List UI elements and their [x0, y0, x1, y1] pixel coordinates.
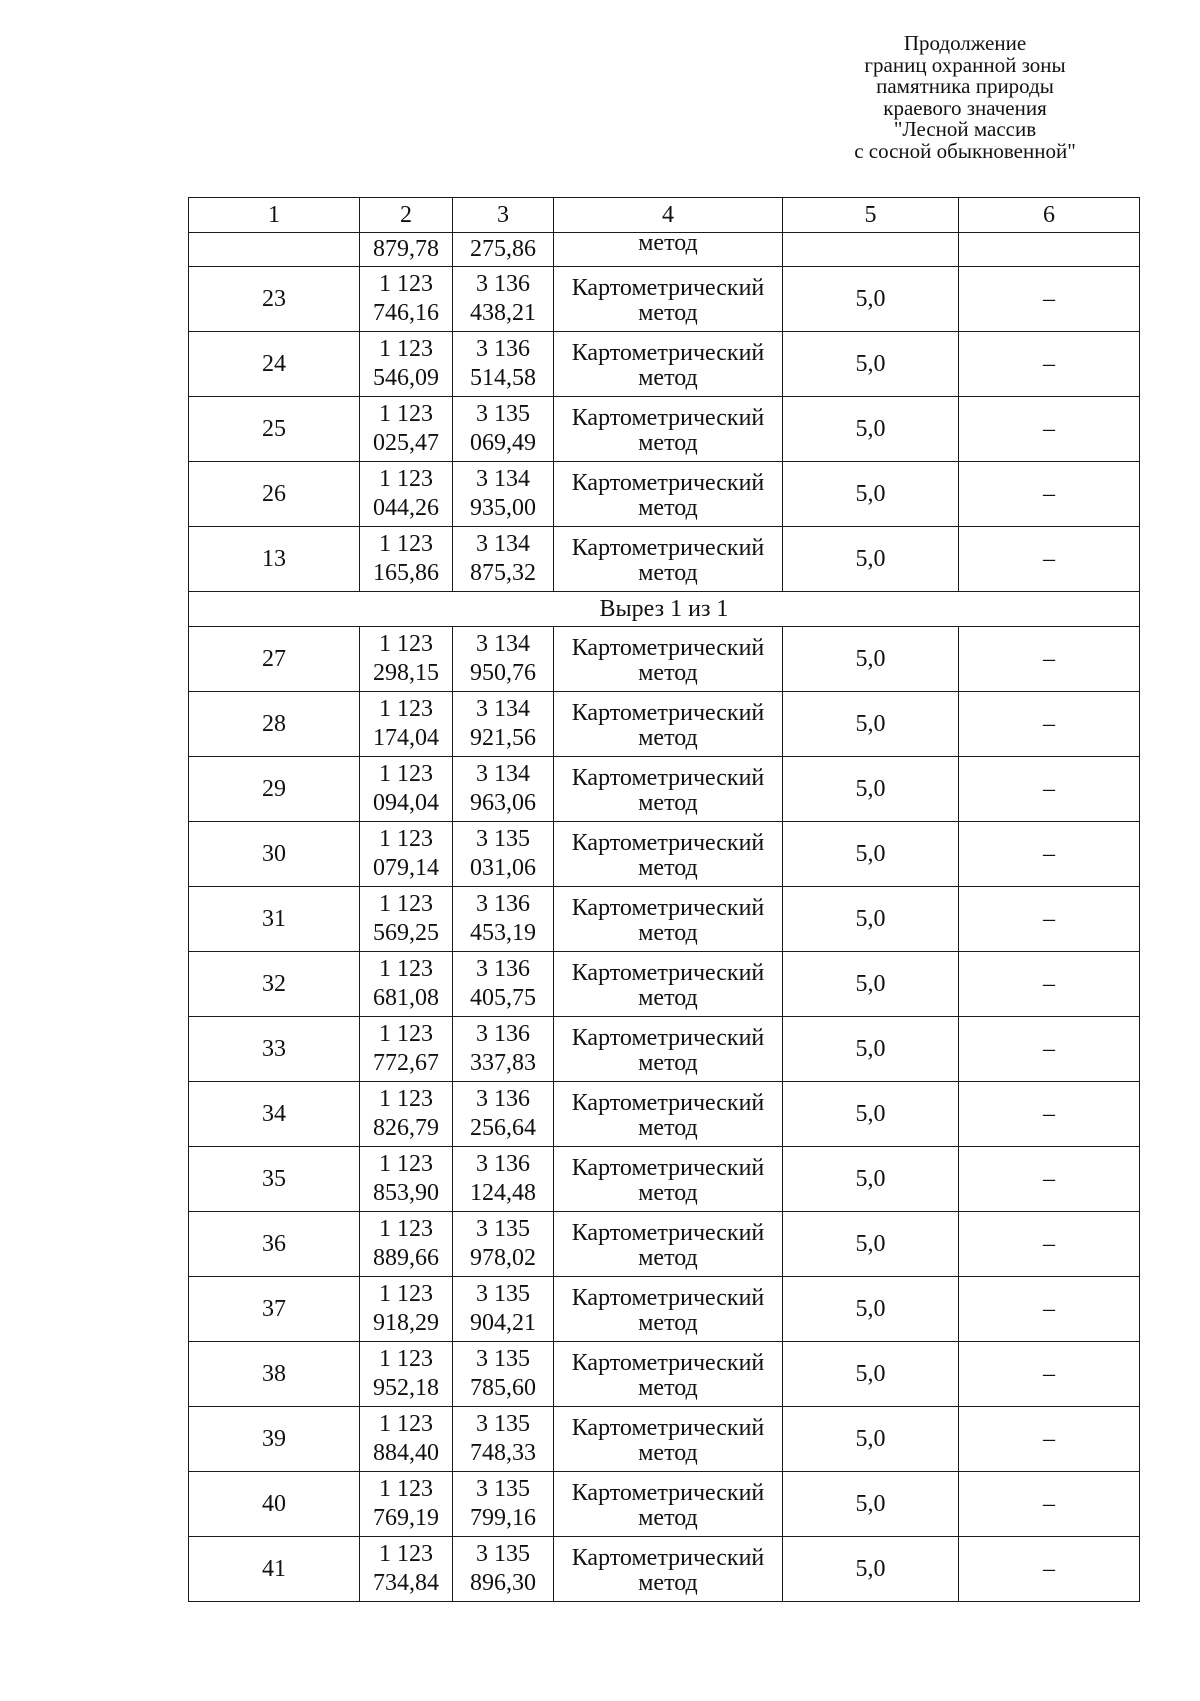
point-number-cell: 27 [189, 627, 360, 692]
method-text: Картометрический [571, 340, 765, 366]
x-coordinate-cell [360, 1082, 453, 1147]
method-text: метод [638, 300, 698, 326]
method-text: Картометрический [571, 405, 765, 431]
point-number-cell: 32 [189, 952, 360, 1017]
y-coordinate-cell [453, 267, 554, 332]
x-coordinate-part: 853,90 [373, 1180, 439, 1206]
note-cell: – [959, 1147, 1140, 1212]
x-coordinate-cell [360, 952, 453, 1017]
accuracy-cell: 5,0 [783, 397, 959, 462]
x-coordinate-cell [360, 332, 453, 397]
accuracy-cell: 5,0 [783, 1472, 959, 1537]
x-coordinate-part: 734,84 [373, 1570, 439, 1596]
y-coordinate-part: 3 134 [476, 531, 530, 557]
y-coordinate-cell [453, 887, 554, 952]
method-cell [554, 1017, 783, 1082]
y-coordinate-part: 3 134 [476, 696, 530, 722]
table-row [189, 822, 1140, 887]
point-number-cell: 23 [189, 267, 360, 332]
note-cell: – [959, 1537, 1140, 1602]
column-header: 3 [453, 198, 554, 233]
x-coordinate-part: 826,79 [373, 1115, 439, 1141]
y-coordinate-cell [453, 1342, 554, 1407]
method-text: метод [638, 495, 698, 521]
method-cell [554, 462, 783, 527]
accuracy-cell: 5,0 [783, 1342, 959, 1407]
y-coordinate-cell [453, 1212, 554, 1277]
x-coordinate-part: 1 123 [379, 1021, 433, 1047]
x-coordinate-part: 1 123 [379, 1281, 433, 1307]
document-heading [790, 33, 1140, 162]
y-coordinate-part: 904,21 [470, 1310, 536, 1336]
table-row [189, 692, 1140, 757]
table-row [189, 952, 1140, 1017]
y-coordinate-part: 3 135 [476, 1216, 530, 1242]
x-coordinate-part: 681,08 [373, 985, 439, 1011]
point-number-cell: 38 [189, 1342, 360, 1407]
y-coordinate-part: 3 135 [476, 1346, 530, 1372]
method-text: Картометрический [571, 1545, 765, 1571]
method-text: Картометрический [571, 635, 765, 661]
method-text: метод [638, 1440, 698, 1466]
x-coordinate-part: 1 123 [379, 336, 433, 362]
table-row [189, 1017, 1140, 1082]
accuracy-cell: 5,0 [783, 627, 959, 692]
y-coordinate-part: 785,60 [470, 1375, 536, 1401]
method-text: метод [638, 1505, 698, 1531]
method-cell [554, 1212, 783, 1277]
x-coordinate-part: 569,25 [373, 920, 439, 946]
note-cell: – [959, 1017, 1140, 1082]
x-coordinate-cell [360, 692, 453, 757]
continuation-row [189, 233, 1140, 267]
y-coordinate-part: 3 134 [476, 631, 530, 657]
heading-line: краевого значения [883, 95, 1047, 120]
accuracy-cell: 5,0 [783, 1212, 959, 1277]
method-cell [554, 952, 783, 1017]
x-coordinate-part: 1 123 [379, 1541, 433, 1567]
y-coordinate-cell [453, 397, 554, 462]
point-number-cell: 25 [189, 397, 360, 462]
x-coordinate-part: 746,16 [373, 300, 439, 326]
x-coordinate-part: 1 123 [379, 1086, 433, 1112]
note-cell: – [959, 692, 1140, 757]
x-coordinate-cell [360, 1017, 453, 1082]
x-coordinate-cell [360, 822, 453, 887]
note-cell: – [959, 1212, 1140, 1277]
note-cell: – [959, 1277, 1140, 1342]
table-row [189, 757, 1140, 822]
method-text: Картометрический [571, 895, 765, 921]
point-number-cell: 35 [189, 1147, 360, 1212]
accuracy-cell: 5,0 [783, 462, 959, 527]
column-header: 5 [783, 198, 959, 233]
method-text: Картометрический [571, 1415, 765, 1441]
x-coordinate-cell [360, 1277, 453, 1342]
method-cell [554, 1342, 783, 1407]
y-coordinate-part: 3 135 [476, 401, 530, 427]
x-coordinate-part: 044,26 [373, 495, 439, 521]
x-coordinate-part: 1 123 [379, 891, 433, 917]
accuracy-cell [783, 233, 959, 267]
x-coordinate-part: 889,66 [373, 1245, 439, 1271]
x-coordinate-part: 1 123 [379, 271, 433, 297]
accuracy-cell: 5,0 [783, 822, 959, 887]
note-cell: – [959, 1342, 1140, 1407]
accuracy-cell: 5,0 [783, 1407, 959, 1472]
method-cell [554, 1537, 783, 1602]
x-coordinate-cell [360, 627, 453, 692]
y-coordinate-cell [453, 692, 554, 757]
method-text: метод [638, 1050, 698, 1076]
method-cell [554, 822, 783, 887]
note-cell: – [959, 952, 1140, 1017]
y-coordinate-part: 896,30 [470, 1570, 536, 1596]
note-cell: – [959, 627, 1140, 692]
y-coordinate-cell [453, 1147, 554, 1212]
table-row [189, 332, 1140, 397]
method-text: метод [638, 1310, 698, 1336]
accuracy-cell: 5,0 [783, 952, 959, 1017]
y-coordinate-part: 337,83 [470, 1050, 536, 1076]
method-text: метод [638, 855, 698, 881]
y-coordinate-part: 3 134 [476, 466, 530, 492]
x-coordinate-part: 1 123 [379, 1476, 433, 1502]
method-text: метод [638, 790, 698, 816]
accuracy-cell: 5,0 [783, 527, 959, 592]
note-cell: – [959, 1407, 1140, 1472]
y-coordinate-part: 3 136 [476, 1086, 530, 1112]
x-coordinate-part: 772,67 [373, 1050, 439, 1076]
x-coordinate-part: 952,18 [373, 1375, 439, 1401]
method-cell [554, 1407, 783, 1472]
x-coordinate-part: 298,15 [373, 660, 439, 686]
method-text: Картометрический [571, 1480, 765, 1506]
y-coordinate-cell [453, 627, 554, 692]
x-coordinate-part: 1 123 [379, 1411, 433, 1437]
method-text: Картометрический [571, 1090, 765, 1116]
point-number-cell: 31 [189, 887, 360, 952]
point-number-cell: 13 [189, 527, 360, 592]
note-cell: – [959, 887, 1140, 952]
method-cell [554, 1082, 783, 1147]
y-coordinate-part: 3 135 [476, 1411, 530, 1437]
method-cell [554, 1277, 783, 1342]
x-coordinate-part: 1 123 [379, 466, 433, 492]
point-number-cell: 41 [189, 1537, 360, 1602]
note-cell: – [959, 1472, 1140, 1537]
y-coordinate-cell [453, 1472, 554, 1537]
y-coordinate-part: 3 136 [476, 956, 530, 982]
x-coordinate-part: 094,04 [373, 790, 439, 816]
method-text: Картометрический [571, 830, 765, 856]
table-row [189, 462, 1140, 527]
y-coordinate-cell [453, 527, 554, 592]
method-text: Картометрический [571, 535, 765, 561]
method-text: Картометрический [571, 1155, 765, 1181]
point-number-cell: 26 [189, 462, 360, 527]
method-cell [554, 627, 783, 692]
x-coordinate-part: 1 123 [379, 1151, 433, 1177]
y-coordinate-cell [453, 332, 554, 397]
method-text: метод [638, 1375, 698, 1401]
method-text: Картометрический [571, 1220, 765, 1246]
table-row [189, 1342, 1140, 1407]
accuracy-cell: 5,0 [783, 1082, 959, 1147]
method-text: Картометрический [571, 1025, 765, 1051]
method-cell: метод [554, 233, 783, 267]
y-coordinate-cell [453, 1082, 554, 1147]
table-row [189, 1147, 1140, 1212]
y-coordinate-part: 3 135 [476, 1281, 530, 1307]
note-cell: – [959, 397, 1140, 462]
table-row [189, 527, 1140, 592]
x-coordinate-part: 079,14 [373, 855, 439, 881]
point-number-cell: 24 [189, 332, 360, 397]
table-row [189, 887, 1140, 952]
note-cell: – [959, 1082, 1140, 1147]
y-coordinate-part: 3 134 [476, 761, 530, 787]
column-header: 4 [554, 198, 783, 233]
method-cell [554, 887, 783, 952]
y-coordinate-part: 3 135 [476, 1541, 530, 1567]
heading-line: границ охранной зоны [864, 52, 1066, 77]
method-text: Картометрический [571, 1350, 765, 1376]
y-coordinate-part: 3 136 [476, 271, 530, 297]
method-text: метод [638, 430, 698, 456]
method-text: метод [638, 1115, 698, 1141]
method-text: метод [638, 1180, 698, 1206]
y-coordinate-part: 748,33 [470, 1440, 536, 1466]
y-coordinate-part: 978,02 [470, 1245, 536, 1271]
x-coordinate-part: 884,40 [373, 1440, 439, 1466]
method-text: метод [638, 725, 698, 751]
y-coordinate-part: 438,21 [470, 300, 536, 326]
note-cell: – [959, 462, 1140, 527]
x-coordinate-cell [360, 887, 453, 952]
point-number-cell: 36 [189, 1212, 360, 1277]
method-text: Картометрический [571, 275, 765, 301]
note-cell: – [959, 757, 1140, 822]
point-number-cell: 37 [189, 1277, 360, 1342]
accuracy-cell: 5,0 [783, 757, 959, 822]
method-text: Картометрический [571, 765, 765, 791]
accuracy-cell: 5,0 [783, 1537, 959, 1602]
y-coordinate-part: 875,32 [470, 560, 536, 586]
y-coordinate-part: 256,64 [470, 1115, 536, 1141]
y-coordinate-cell [453, 757, 554, 822]
method-text: метод [638, 1570, 698, 1596]
x-coordinate-cell [360, 527, 453, 592]
x-coordinate-part: 769,19 [373, 1505, 439, 1531]
column-header: 6 [959, 198, 1140, 233]
y-coordinate-part: 935,00 [470, 495, 536, 521]
method-text: метод [638, 985, 698, 1011]
y-coordinate-part: 3 136 [476, 1021, 530, 1047]
x-coordinate-cell [360, 267, 453, 332]
table-row [189, 267, 1140, 332]
accuracy-cell: 5,0 [783, 1277, 959, 1342]
coordinates-table [188, 197, 1140, 1602]
method-cell [554, 757, 783, 822]
note-cell: – [959, 332, 1140, 397]
x-coordinate-part: 165,86 [373, 560, 439, 586]
y-coordinate-cell [453, 1017, 554, 1082]
section-title: Вырез 1 из 1 [189, 592, 1140, 627]
method-text: Картометрический [571, 470, 765, 496]
x-coordinate-cell [360, 1407, 453, 1472]
section-title-row [189, 592, 1140, 627]
y-coordinate-part: 514,58 [470, 365, 536, 391]
method-cell [554, 692, 783, 757]
point-number-cell: 30 [189, 822, 360, 887]
x-coordinate-cell: 879,78 [360, 233, 453, 267]
x-coordinate-cell [360, 1537, 453, 1602]
y-coordinate-part: 3 136 [476, 891, 530, 917]
y-coordinate-cell [453, 952, 554, 1017]
column-header: 1 [189, 198, 360, 233]
point-number-cell: 28 [189, 692, 360, 757]
heading-line: памятника природы [876, 74, 1054, 98]
table-row [189, 1277, 1140, 1342]
y-coordinate-part: 921,56 [470, 725, 536, 751]
table-row [189, 1212, 1140, 1277]
accuracy-cell: 5,0 [783, 332, 959, 397]
heading-line: "Лесной массив [893, 117, 1037, 141]
method-text: метод [638, 1245, 698, 1271]
table-row [189, 397, 1140, 462]
y-coordinate-cell [453, 1537, 554, 1602]
x-coordinate-part: 1 123 [379, 1216, 433, 1242]
method-text: метод [638, 660, 698, 686]
y-coordinate-cell [453, 1277, 554, 1342]
method-text: Картометрический [571, 960, 765, 986]
x-coordinate-part: 546,09 [373, 365, 439, 391]
x-coordinate-cell [360, 462, 453, 527]
table-row [189, 1537, 1140, 1602]
x-coordinate-part: 1 123 [379, 401, 433, 427]
y-coordinate-cell [453, 822, 554, 887]
x-coordinate-part: 1 123 [379, 761, 433, 787]
method-cell [554, 397, 783, 462]
method-text: метод [638, 560, 698, 586]
x-coordinate-cell [360, 1342, 453, 1407]
note-cell: – [959, 267, 1140, 332]
coordinates-table-body [189, 198, 1140, 1602]
y-coordinate-part: 124,48 [470, 1180, 536, 1206]
point-number-cell: 33 [189, 1017, 360, 1082]
method-cell [554, 332, 783, 397]
heading-line: с сосной обыкновенной" [854, 138, 1076, 163]
y-coordinate-part: 799,16 [470, 1505, 536, 1531]
method-text: метод [638, 920, 698, 946]
table-header-row [189, 198, 1140, 233]
table-row [189, 1407, 1140, 1472]
y-coordinate-cell [453, 462, 554, 527]
x-coordinate-cell [360, 1472, 453, 1537]
accuracy-cell: 5,0 [783, 887, 959, 952]
x-coordinate-part: 1 123 [379, 531, 433, 557]
y-coordinate-cell [453, 1407, 554, 1472]
table-row [189, 627, 1140, 692]
point-number-cell: 40 [189, 1472, 360, 1537]
column-header: 2 [360, 198, 453, 233]
y-coordinate-cell: 275,86 [453, 233, 554, 267]
x-coordinate-part: 1 123 [379, 696, 433, 722]
accuracy-cell: 5,0 [783, 1147, 959, 1212]
note-cell: – [959, 527, 1140, 592]
y-coordinate-part: 3 135 [476, 826, 530, 852]
y-coordinate-part: 950,76 [470, 660, 536, 686]
heading-line: Продолжение [903, 31, 1027, 55]
note-cell: – [959, 822, 1140, 887]
x-coordinate-part: 1 123 [379, 826, 433, 852]
y-coordinate-part: 3 136 [476, 336, 530, 362]
y-coordinate-part: 069,49 [470, 430, 536, 456]
x-coordinate-cell [360, 397, 453, 462]
table-row [189, 1082, 1140, 1147]
accuracy-cell: 5,0 [783, 1017, 959, 1082]
point-number-cell: 34 [189, 1082, 360, 1147]
accuracy-cell: 5,0 [783, 267, 959, 332]
method-cell [554, 267, 783, 332]
point-number-cell [189, 233, 360, 267]
x-coordinate-part: 025,47 [373, 430, 439, 456]
x-coordinate-part: 174,04 [373, 725, 439, 751]
point-number-cell: 29 [189, 757, 360, 822]
y-coordinate-part: 963,06 [470, 790, 536, 816]
y-coordinate-part: 3 136 [476, 1151, 530, 1177]
method-cell [554, 527, 783, 592]
note-cell [959, 233, 1140, 267]
x-coordinate-cell [360, 757, 453, 822]
method-text: Картометрический [571, 700, 765, 726]
method-text: метод [638, 365, 698, 391]
method-cell [554, 1147, 783, 1212]
x-coordinate-cell [360, 1147, 453, 1212]
x-coordinate-part: 918,29 [373, 1310, 439, 1336]
y-coordinate-part: 405,75 [470, 985, 536, 1011]
method-text: Картометрический [571, 1285, 765, 1311]
x-coordinate-part: 1 123 [379, 631, 433, 657]
y-coordinate-part: 453,19 [470, 920, 536, 946]
y-coordinate-part: 3 135 [476, 1476, 530, 1502]
y-coordinate-part: 031,06 [470, 855, 536, 881]
x-coordinate-cell [360, 1212, 453, 1277]
point-number-cell: 39 [189, 1407, 360, 1472]
x-coordinate-part: 1 123 [379, 956, 433, 982]
table-row [189, 1472, 1140, 1537]
method-cell [554, 1472, 783, 1537]
x-coordinate-part: 1 123 [379, 1346, 433, 1372]
accuracy-cell: 5,0 [783, 692, 959, 757]
